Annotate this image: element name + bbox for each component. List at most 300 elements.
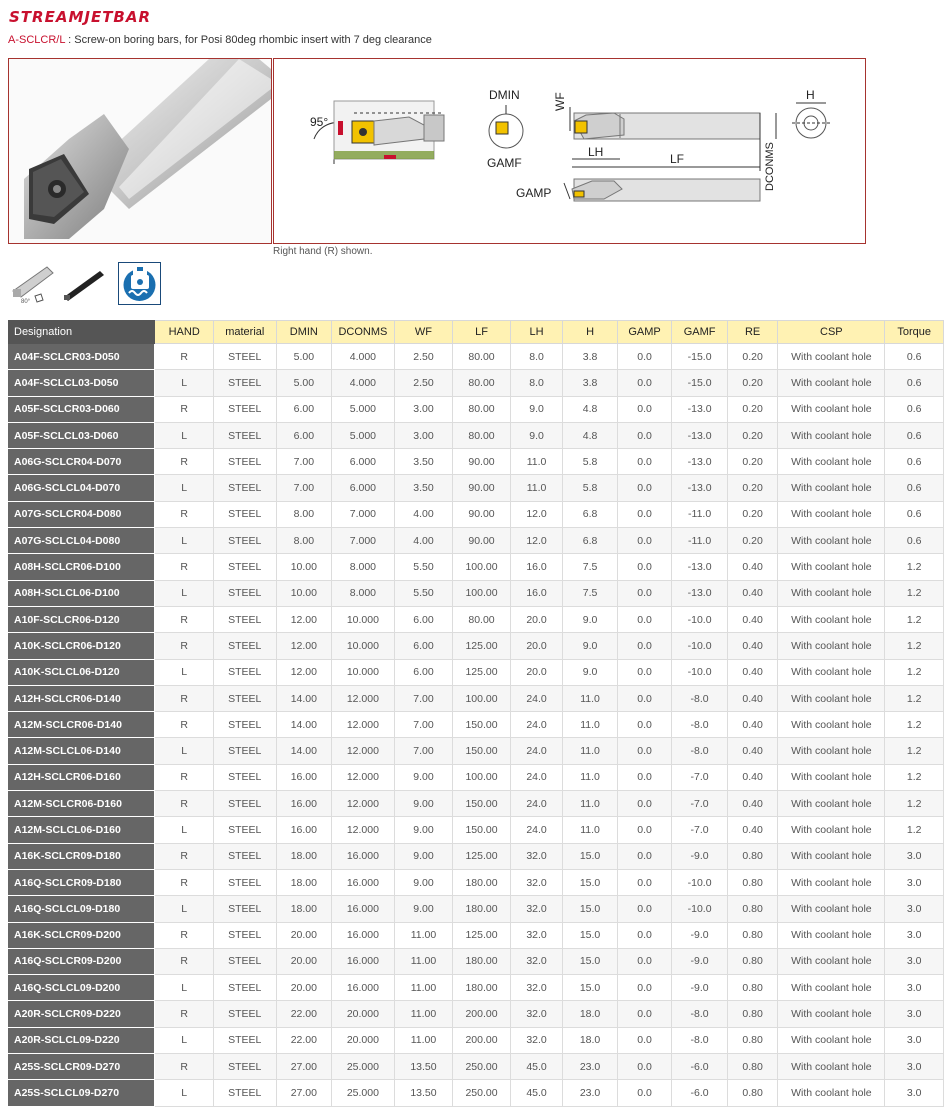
cell-designation: A16K-SCLCR09-D180: [9, 843, 155, 869]
cell-csp: With coolant hole: [778, 738, 885, 764]
cell-dconms: 12.000: [332, 685, 395, 711]
cell-lh: 45.0: [510, 1080, 563, 1106]
cell-gamp: 0.0: [617, 1054, 672, 1080]
cell-dmin: 7.00: [276, 449, 332, 475]
column-header-material: material: [213, 321, 276, 344]
cell-gamf: -10.0: [672, 659, 728, 685]
cell-csp: With coolant hole: [778, 1054, 885, 1080]
cell-lf: 100.00: [453, 685, 511, 711]
cell-torque: 1.2: [885, 712, 944, 738]
cell-wf: 5.50: [394, 554, 453, 580]
cell-lh: 12.0: [510, 501, 563, 527]
cell-material: STEEL: [213, 738, 276, 764]
cell-dconms: 5.000: [332, 396, 395, 422]
cell-dmin: 5.00: [276, 370, 332, 396]
column-header-lf: LF: [453, 321, 511, 344]
cell-gamf: -8.0: [672, 1001, 728, 1027]
cell-wf: 3.50: [394, 475, 453, 501]
cell-gamp: 0.0: [617, 975, 672, 1001]
cell-wf: 6.00: [394, 633, 453, 659]
cell-re: 0.20: [727, 501, 777, 527]
cell-lf: 180.00: [453, 896, 511, 922]
cell-re: 0.20: [727, 396, 777, 422]
cell-lh: 9.0: [510, 396, 563, 422]
cell-wf: 7.00: [394, 712, 453, 738]
cell-dmin: 20.00: [276, 948, 332, 974]
cell-wf: 9.00: [394, 843, 453, 869]
cell-h: 5.8: [563, 475, 618, 501]
cell-lh: 24.0: [510, 685, 563, 711]
cell-dconms: 10.000: [332, 606, 395, 632]
cell-material: STEEL: [213, 1054, 276, 1080]
cell-lh: 8.0: [510, 370, 563, 396]
table-row: [9, 922, 944, 948]
cell-lf: 80.00: [453, 344, 511, 370]
cell-dconms: 25.000: [332, 1080, 395, 1106]
lh-label: LH: [588, 145, 604, 159]
cell-dmin: 6.00: [276, 396, 332, 422]
cell-csp: With coolant hole: [778, 501, 885, 527]
cell-material: STEEL: [213, 580, 276, 606]
cell-lf: 150.00: [453, 791, 511, 817]
cell-designation: A12M-SCLCL06-D160: [9, 817, 155, 843]
cell-torque: 1.2: [885, 554, 944, 580]
cell-dconms: 7.000: [332, 528, 395, 554]
diagram-caption: Right hand (R) shown.: [273, 246, 373, 257]
cell-dmin: 22.00: [276, 1001, 332, 1027]
cell-gamp: 0.0: [617, 580, 672, 606]
cell-dmin: 16.00: [276, 764, 332, 790]
cell-hand: R: [155, 712, 214, 738]
cell-re: 0.80: [727, 922, 777, 948]
cell-hand: L: [155, 1027, 214, 1053]
table-row: [9, 764, 944, 790]
cell-lh: 9.0: [510, 422, 563, 448]
cell-torque: 0.6: [885, 370, 944, 396]
cell-dconms: 16.000: [332, 896, 395, 922]
cell-hand: R: [155, 501, 214, 527]
cell-lf: 150.00: [453, 712, 511, 738]
cell-wf: 11.00: [394, 948, 453, 974]
cell-gamp: 0.0: [617, 449, 672, 475]
cell-dmin: 14.00: [276, 712, 332, 738]
cell-gamf: -10.0: [672, 896, 728, 922]
cell-designation: A20R-SCLCL09-D220: [9, 1027, 155, 1053]
cell-lf: 180.00: [453, 975, 511, 1001]
cell-material: STEEL: [213, 764, 276, 790]
cell-dconms: 5.000: [332, 422, 395, 448]
cell-material: STEEL: [213, 528, 276, 554]
cell-csp: With coolant hole: [778, 843, 885, 869]
cell-wf: 9.00: [394, 764, 453, 790]
coolant-icon: [118, 262, 161, 305]
cell-re: 0.20: [727, 344, 777, 370]
table-row: [9, 475, 944, 501]
cell-designation: A12H-SCLCR06-D160: [9, 764, 155, 790]
cell-dmin: 18.00: [276, 896, 332, 922]
cell-torque: 1.2: [885, 738, 944, 764]
cell-gamf: -7.0: [672, 764, 728, 790]
cell-lh: 32.0: [510, 869, 563, 895]
cell-designation: A16Q-SCLCL09-D200: [9, 975, 155, 1001]
cell-dconms: 8.000: [332, 580, 395, 606]
cell-dconms: 12.000: [332, 817, 395, 843]
table-row: [9, 1027, 944, 1053]
cell-gamf: -6.0: [672, 1054, 728, 1080]
cell-re: 0.40: [727, 580, 777, 606]
table-row: [9, 528, 944, 554]
cell-designation: A20R-SCLCR09-D220: [9, 1001, 155, 1027]
table-row: [9, 370, 944, 396]
cell-wf: 11.00: [394, 975, 453, 1001]
column-header-lh: LH: [510, 321, 563, 344]
cell-dmin: 20.00: [276, 975, 332, 1001]
cell-hand: L: [155, 1080, 214, 1106]
table-row: [9, 1080, 944, 1106]
cell-hand: R: [155, 396, 214, 422]
cell-gamp: 0.0: [617, 791, 672, 817]
cell-h: 15.0: [563, 843, 618, 869]
cell-wf: 7.00: [394, 738, 453, 764]
cell-wf: 6.00: [394, 659, 453, 685]
cell-h: 23.0: [563, 1080, 618, 1106]
cell-designation: A06G-SCLCL04-D070: [9, 475, 155, 501]
cell-hand: R: [155, 449, 214, 475]
spec-table: [8, 320, 944, 1107]
cell-re: 0.40: [727, 685, 777, 711]
cell-lf: 80.00: [453, 370, 511, 396]
cell-torque: 1.2: [885, 817, 944, 843]
cell-dmin: 5.00: [276, 344, 332, 370]
cell-re: 0.80: [727, 896, 777, 922]
cell-dconms: 16.000: [332, 975, 395, 1001]
column-header-hand: HAND: [155, 321, 214, 344]
cell-lf: 150.00: [453, 738, 511, 764]
product-code: A-SCLCR/L: [8, 34, 66, 46]
cell-torque: 3.0: [885, 1054, 944, 1080]
cell-lh: 20.0: [510, 606, 563, 632]
cell-h: 11.0: [563, 712, 618, 738]
technical-diagram: [273, 58, 866, 244]
wf-label: WF: [553, 92, 567, 111]
logo-text: STREAMJETBAR: [9, 8, 152, 26]
cell-gamp: 0.0: [617, 712, 672, 738]
table-row: [9, 869, 944, 895]
cell-csp: With coolant hole: [778, 975, 885, 1001]
cell-wf: 6.00: [394, 606, 453, 632]
cell-csp: With coolant hole: [778, 948, 885, 974]
cell-gamf: -8.0: [672, 738, 728, 764]
cell-designation: A08H-SCLCL06-D100: [9, 580, 155, 606]
dimension-drawing: [274, 59, 865, 243]
cell-designation: A06G-SCLCR04-D070: [9, 449, 155, 475]
table-row: [9, 659, 944, 685]
dmin-label: DMIN: [489, 88, 520, 102]
column-header-re: RE: [727, 321, 777, 344]
cell-torque: 0.6: [885, 344, 944, 370]
cell-re: 0.40: [727, 633, 777, 659]
cell-lh: 11.0: [510, 475, 563, 501]
cell-lf: 250.00: [453, 1054, 511, 1080]
cell-gamf: -13.0: [672, 396, 728, 422]
cell-gamp: 0.0: [617, 554, 672, 580]
cell-lf: 200.00: [453, 1001, 511, 1027]
cell-material: STEEL: [213, 370, 276, 396]
cell-h: 6.8: [563, 528, 618, 554]
cell-re: 0.80: [727, 975, 777, 1001]
cell-material: STEEL: [213, 922, 276, 948]
cell-gamp: 0.0: [617, 764, 672, 790]
cell-material: STEEL: [213, 659, 276, 685]
cell-wf: 2.50: [394, 370, 453, 396]
cell-torque: 1.2: [885, 659, 944, 685]
cell-torque: 3.0: [885, 1027, 944, 1053]
cell-designation: A05F-SCLCL03-D060: [9, 422, 155, 448]
cell-material: STEEL: [213, 1080, 276, 1106]
column-header-torque: Torque: [885, 321, 944, 344]
cell-dmin: 22.00: [276, 1027, 332, 1053]
cell-dconms: 12.000: [332, 738, 395, 764]
cell-hand: L: [155, 659, 214, 685]
cell-gamf: -8.0: [672, 1027, 728, 1053]
cell-torque: 3.0: [885, 948, 944, 974]
cell-hand: R: [155, 1054, 214, 1080]
cell-lf: 125.00: [453, 843, 511, 869]
cell-torque: 0.6: [885, 501, 944, 527]
cell-gamf: -13.0: [672, 580, 728, 606]
cell-torque: 3.0: [885, 1080, 944, 1106]
cell-torque: 0.6: [885, 475, 944, 501]
cell-gamp: 0.0: [617, 501, 672, 527]
cell-csp: With coolant hole: [778, 449, 885, 475]
cell-material: STEEL: [213, 896, 276, 922]
cell-gamf: -13.0: [672, 554, 728, 580]
cell-hand: L: [155, 528, 214, 554]
lf-label: LF: [670, 152, 685, 166]
cell-csp: With coolant hole: [778, 896, 885, 922]
column-header-dconms: DCONMS: [332, 321, 395, 344]
table-row: [9, 606, 944, 632]
cell-designation: A10K-SCLCR06-D120: [9, 633, 155, 659]
table-row: [9, 738, 944, 764]
insert-thumbnail: [9, 263, 57, 305]
cell-h: 7.5: [563, 554, 618, 580]
cell-gamp: 0.0: [617, 1001, 672, 1027]
cell-material: STEEL: [213, 1027, 276, 1053]
table-row: [9, 554, 944, 580]
cell-torque: 1.2: [885, 764, 944, 790]
cell-dmin: 12.00: [276, 606, 332, 632]
cell-dconms: 12.000: [332, 712, 395, 738]
gamp-label: GAMP: [516, 186, 552, 200]
cell-torque: 1.2: [885, 633, 944, 659]
cell-h: 3.8: [563, 370, 618, 396]
cell-gamf: -7.0: [672, 817, 728, 843]
cell-csp: With coolant hole: [778, 1027, 885, 1053]
gamf-label: GAMF: [487, 156, 522, 170]
cell-hand: L: [155, 896, 214, 922]
cell-lh: 24.0: [510, 817, 563, 843]
table-row: [9, 501, 944, 527]
cell-designation: A12H-SCLCR06-D140: [9, 685, 155, 711]
cell-csp: With coolant hole: [778, 580, 885, 606]
cell-gamf: -11.0: [672, 501, 728, 527]
cell-gamf: -6.0: [672, 1080, 728, 1106]
cell-material: STEEL: [213, 869, 276, 895]
cell-torque: 3.0: [885, 922, 944, 948]
cell-gamp: 0.0: [617, 738, 672, 764]
cell-dconms: 7.000: [332, 501, 395, 527]
cell-dconms: 10.000: [332, 633, 395, 659]
cell-gamp: 0.0: [617, 344, 672, 370]
cell-h: 11.0: [563, 764, 618, 790]
cell-material: STEEL: [213, 633, 276, 659]
product-photo: [8, 58, 272, 244]
cell-dconms: 12.000: [332, 791, 395, 817]
cell-designation: A05F-SCLCR03-D060: [9, 396, 155, 422]
cell-re: 0.40: [727, 712, 777, 738]
cell-torque: 0.6: [885, 422, 944, 448]
cell-wf: 9.00: [394, 869, 453, 895]
table-row: [9, 975, 944, 1001]
cell-material: STEEL: [213, 396, 276, 422]
cell-gamp: 0.0: [617, 370, 672, 396]
column-header-csp: CSP: [778, 321, 885, 344]
cell-dconms: 20.000: [332, 1027, 395, 1053]
cell-wf: 9.00: [394, 791, 453, 817]
cell-re: 0.80: [727, 1054, 777, 1080]
table-row: [9, 896, 944, 922]
cell-material: STEEL: [213, 843, 276, 869]
table-row: [9, 685, 944, 711]
cell-dconms: 12.000: [332, 764, 395, 790]
cell-dmin: 20.00: [276, 922, 332, 948]
cell-wf: 3.00: [394, 422, 453, 448]
cell-re: 0.80: [727, 843, 777, 869]
cell-lf: 90.00: [453, 501, 511, 527]
cell-material: STEEL: [213, 712, 276, 738]
cell-h: 23.0: [563, 1054, 618, 1080]
cell-hand: L: [155, 738, 214, 764]
product-description: : Screw-on boring bars, for Posi 80deg rhombic insert with 7 deg clearance: [65, 34, 432, 46]
cell-lf: 90.00: [453, 475, 511, 501]
cell-gamp: 0.0: [617, 896, 672, 922]
cell-lf: 125.00: [453, 659, 511, 685]
cell-re: 0.20: [727, 475, 777, 501]
cell-lh: 24.0: [510, 764, 563, 790]
angle-label: 95°: [310, 115, 329, 129]
cell-torque: 3.0: [885, 843, 944, 869]
cell-gamp: 0.0: [617, 1027, 672, 1053]
cell-csp: With coolant hole: [778, 712, 885, 738]
cell-lh: 32.0: [510, 1001, 563, 1027]
table-row: [9, 791, 944, 817]
cell-torque: 1.2: [885, 791, 944, 817]
cell-re: 0.40: [727, 738, 777, 764]
cell-wf: 9.00: [394, 896, 453, 922]
cell-gamf: -9.0: [672, 843, 728, 869]
cell-lf: 150.00: [453, 817, 511, 843]
cell-lh: 20.0: [510, 633, 563, 659]
cell-h: 3.8: [563, 344, 618, 370]
cell-lf: 80.00: [453, 606, 511, 632]
cell-lf: 125.00: [453, 633, 511, 659]
cell-dconms: 4.000: [332, 344, 395, 370]
cell-material: STEEL: [213, 554, 276, 580]
cell-torque: 0.6: [885, 528, 944, 554]
cell-h: 18.0: [563, 1027, 618, 1053]
cell-designation: A12M-SCLCR06-D160: [9, 791, 155, 817]
cell-gamp: 0.0: [617, 869, 672, 895]
cell-wf: 13.50: [394, 1080, 453, 1106]
cell-designation: A25S-SCLCR09-D270: [9, 1054, 155, 1080]
cell-gamf: -7.0: [672, 791, 728, 817]
cell-csp: With coolant hole: [778, 344, 885, 370]
cell-gamf: -13.0: [672, 475, 728, 501]
table-row: [9, 712, 944, 738]
cell-gamp: 0.0: [617, 922, 672, 948]
cell-csp: With coolant hole: [778, 475, 885, 501]
cell-designation: A12M-SCLCL06-D140: [9, 738, 155, 764]
cell-hand: R: [155, 869, 214, 895]
cell-designation: A07G-SCLCR04-D080: [9, 501, 155, 527]
cell-designation: A04F-SCLCL03-D050: [9, 370, 155, 396]
boring-bar-photo: [9, 59, 271, 243]
cell-h: 11.0: [563, 817, 618, 843]
cell-csp: With coolant hole: [778, 869, 885, 895]
cell-re: 0.20: [727, 370, 777, 396]
cell-wf: 13.50: [394, 1054, 453, 1080]
cell-h: 15.0: [563, 948, 618, 974]
table-row: [9, 449, 944, 475]
cell-wf: 3.00: [394, 396, 453, 422]
cell-gamf: -8.0: [672, 712, 728, 738]
cell-dmin: 14.00: [276, 738, 332, 764]
cell-designation: A25S-SCLCL09-D270: [9, 1080, 155, 1106]
cell-wf: 4.00: [394, 528, 453, 554]
cell-hand: R: [155, 685, 214, 711]
cell-dmin: 6.00: [276, 422, 332, 448]
table-header-row: [9, 321, 944, 344]
cell-lh: 32.0: [510, 948, 563, 974]
cell-dconms: 4.000: [332, 370, 395, 396]
cell-designation: A16Q-SCLCL09-D180: [9, 896, 155, 922]
cell-material: STEEL: [213, 475, 276, 501]
cell-csp: With coolant hole: [778, 554, 885, 580]
cell-dconms: 25.000: [332, 1054, 395, 1080]
cell-csp: With coolant hole: [778, 764, 885, 790]
cell-csp: With coolant hole: [778, 1001, 885, 1027]
cell-gamp: 0.0: [617, 843, 672, 869]
insert-angle-label: 80°: [21, 299, 31, 305]
cell-h: 15.0: [563, 896, 618, 922]
cell-lf: 80.00: [453, 422, 511, 448]
cell-hand: R: [155, 791, 214, 817]
cell-gamf: -15.0: [672, 370, 728, 396]
cell-hand: L: [155, 975, 214, 1001]
cell-wf: 9.00: [394, 817, 453, 843]
cell-gamf: -9.0: [672, 922, 728, 948]
cell-wf: 11.00: [394, 1001, 453, 1027]
cell-lf: 100.00: [453, 580, 511, 606]
cell-hand: L: [155, 422, 214, 448]
bar-thumbnail: [60, 263, 106, 305]
cell-gamf: -10.0: [672, 633, 728, 659]
cell-lf: 250.00: [453, 1080, 511, 1106]
cell-h: 6.8: [563, 501, 618, 527]
cell-lf: 90.00: [453, 449, 511, 475]
cell-gamp: 0.0: [617, 817, 672, 843]
